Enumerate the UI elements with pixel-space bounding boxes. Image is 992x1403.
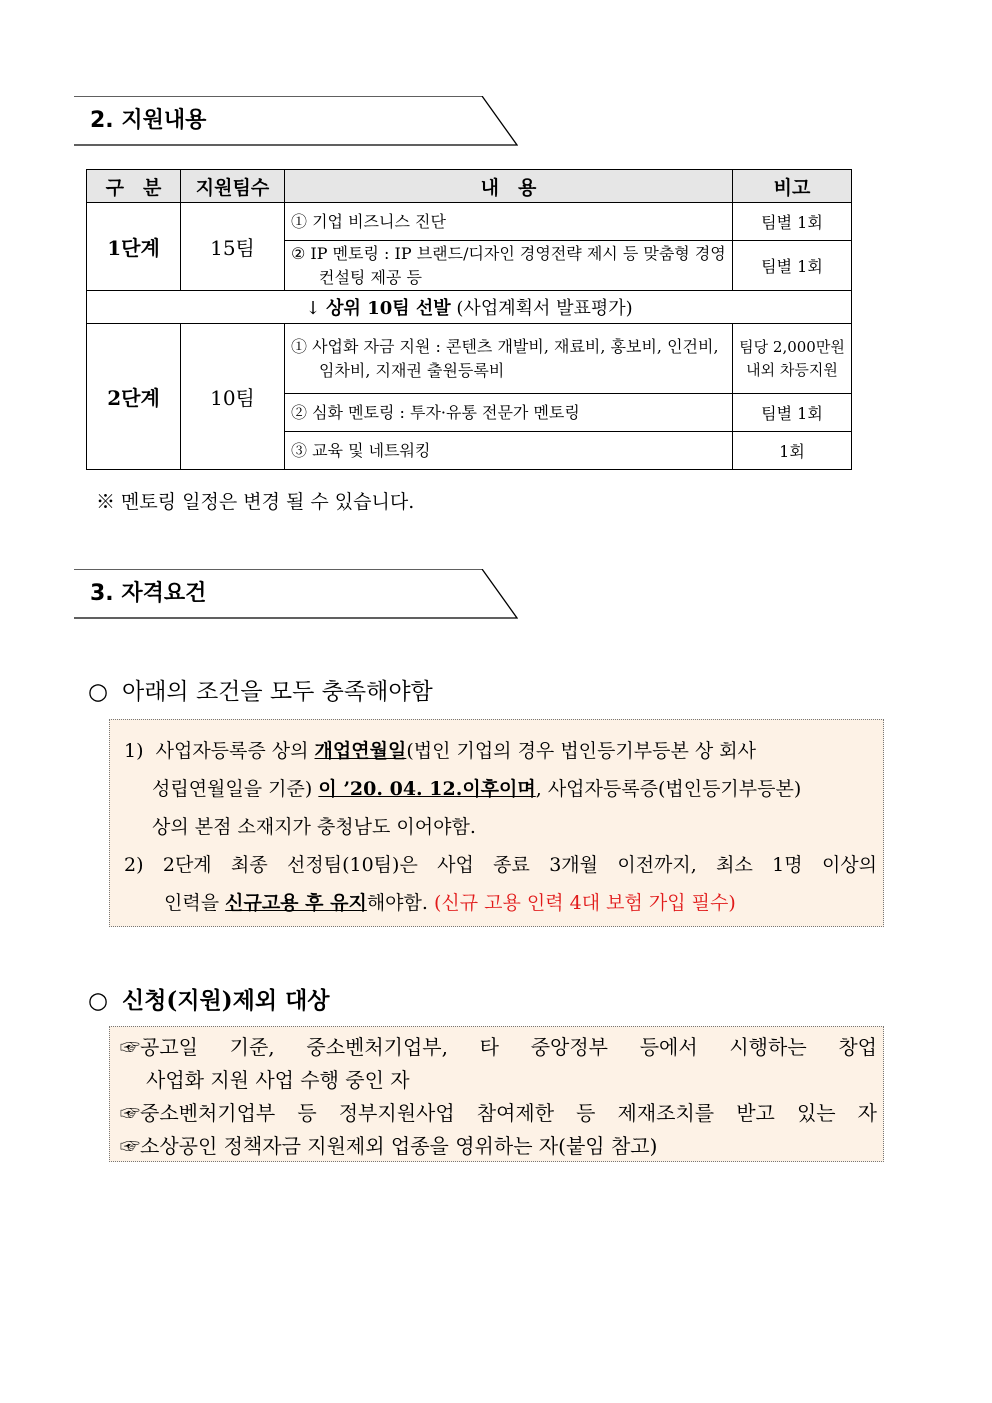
stage2-note-3: 1회	[733, 432, 852, 470]
table-row	[87, 203, 852, 241]
exclusion-line-2: 사업화 지원 사업 수행 중인 자	[146, 1068, 410, 1092]
mentoring-notice: ※ 멘토링 일정은 변경 될 수 있습니다.	[96, 491, 415, 513]
stage2-teams: 10팀	[181, 324, 285, 470]
stage1-note-2: 팀별 1회	[733, 241, 852, 291]
requirement-2-line-2: 인력을 신규고용 후 유지해야함. (신규 고용 인력 4대 보험 가입 필수)	[164, 892, 736, 914]
table-row	[87, 324, 852, 394]
exclusion-line-1: ☞공고일 기준, 중소벤처기업부, 타 중앙정부 등에서 시행하는 창업	[120, 1035, 877, 1059]
support-table	[86, 169, 852, 470]
header-note: 비고	[733, 170, 852, 203]
selection-row	[87, 291, 852, 324]
stage2-content-2: ② 심화 멘토링 : 투자·유통 전문가 멘토링	[285, 394, 733, 432]
header-content: 내 용	[285, 170, 733, 203]
stage1-teams: 15팀	[181, 203, 285, 291]
circle-bullet-icon: ○	[88, 988, 109, 1014]
stage2-label: 2단계	[87, 324, 181, 470]
stage1-content-1: ① 기업 비즈니스 진단	[285, 203, 733, 241]
section-3-title: 3. 자격요건	[90, 581, 207, 606]
stage1-label: 1단계	[87, 203, 181, 291]
header-teams: 지원팀수	[181, 170, 285, 203]
requirement-1-line-3: 상의 본점 소재지가 충청남도 이어야함.	[152, 816, 476, 838]
section-2-header	[74, 96, 518, 146]
exclusion-line-4: ☞소상공인 정책자금 지원제외 업종을 영위하는 자(붙임 참고)	[120, 1134, 658, 1158]
stage1-note-1: 팀별 1회	[733, 203, 852, 241]
selection-bold: 상위 10팀 선발	[326, 298, 451, 319]
table-header-row	[87, 170, 852, 203]
stage2-content-1: ① 사업화 자금 지원 : 콘텐츠 개발비, 재료비, 홍보비, 인건비, 임차비, 지재권 출원등록비	[291, 336, 719, 380]
section-2-title: 2. 지원내용	[90, 108, 207, 133]
requirements-box	[109, 719, 884, 927]
requirement-1-line-1: 1) 사업자등록증 상의 개업연월일(법인 기업의 경우 법인등기부등본 상 회사	[124, 740, 756, 762]
stage2-note-2: 팀별 1회	[733, 394, 852, 432]
stage1-content-2: ② IP 멘토링 : IP 브랜드/디자인 경영전략 제시 등 맞춤형 경영컨설팅 제공 등	[291, 243, 726, 287]
section-3-header	[74, 569, 518, 619]
exclusion-heading-text: 신청(지원)제외 대상	[122, 987, 330, 1014]
header-category: 구 분	[87, 170, 181, 203]
stage2-note-1: 팀당 2,000만원 내외 차등지원	[733, 324, 852, 394]
requirement-1-line-2: 성립연월일을 기준) 이 ’20. 04. 12.이후이며, 사업자등록증(법인등기부등본)	[152, 778, 802, 800]
selection-rest: (사업계획서 발표평가)	[450, 298, 633, 319]
stage2-content-3: ③ 교육 및 네트워킹	[285, 432, 733, 470]
circle-bullet-icon: ○	[88, 679, 109, 705]
exclusion-line-3: ☞중소벤처기업부 등 정부지원사업 참여제한 등 제재조치를 받고 있는 자	[120, 1101, 877, 1125]
down-arrow-icon: ↓	[305, 298, 321, 319]
requirement-2-line-1: 2) 2단계 최종 선정팀(10팀)은 사업 종료 3개월 이전까지, 최소 1명 이상의	[124, 854, 878, 876]
exclusion-box	[109, 1026, 884, 1162]
exclusion-heading	[88, 982, 330, 1015]
requirements-heading	[88, 673, 433, 706]
requirements-heading-text: 아래의 조건을 모두 충족해야함	[122, 679, 433, 705]
